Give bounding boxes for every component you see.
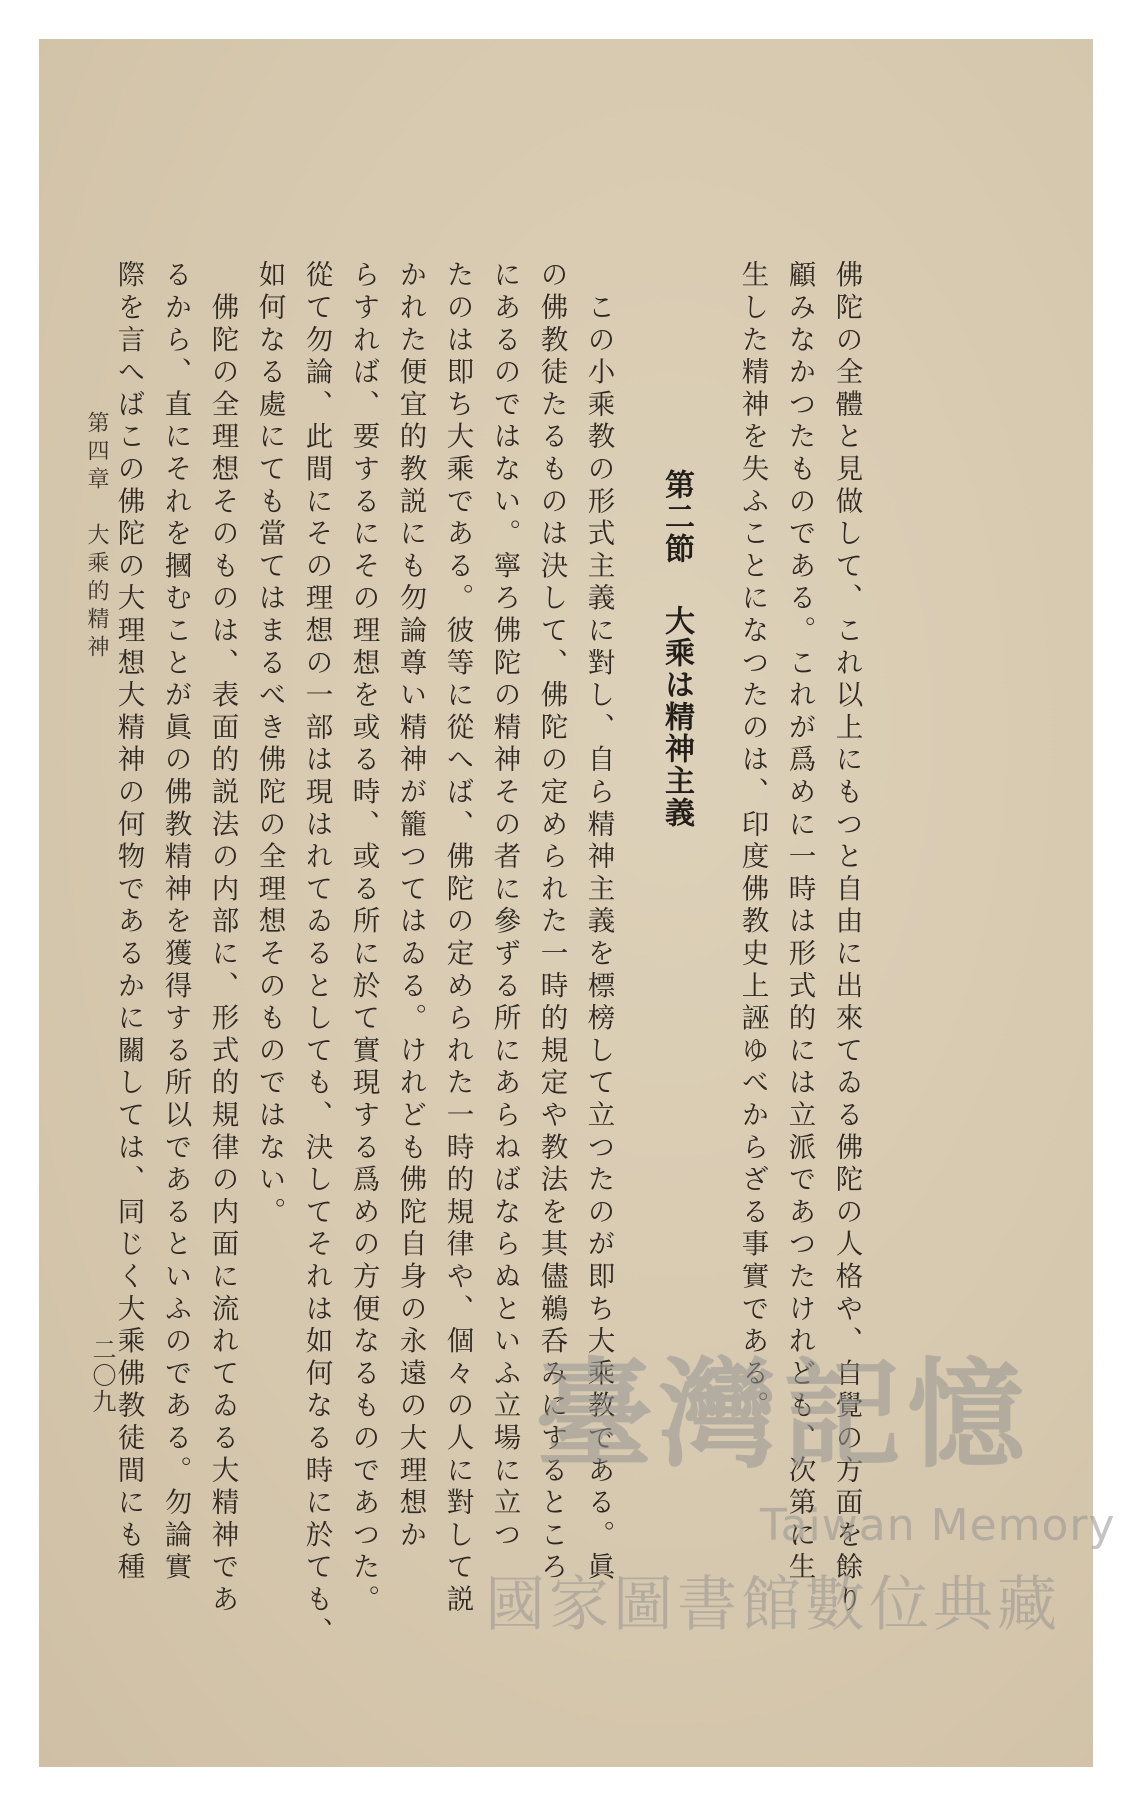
text-line: らすれば、要するにその理想を或る時、或る所に於て實現する爲めの方便なるものであつた。	[347, 260, 380, 1617]
watermark-library: 國家圖書館數位典藏	[485, 1570, 1061, 1640]
text-line: 生した精神を失ふことになつたのは、印度佛教史上誣ゆべからざる事實である。	[736, 260, 769, 1423]
text-line: 佛陀の全理想そのものは、表面的説法の内部に、形式的規律の内面に流れてゐる大精神であ	[206, 260, 239, 1617]
watermark-english: Taiwan Memory	[760, 1500, 1116, 1551]
section-heading	[659, 469, 694, 829]
watermark-logo-text: 臺灣記憶	[535, 1345, 1032, 1484]
page-number: 二〇九	[88, 1337, 116, 1415]
text-line: かれた便宜的教説にも勿論尊い精神が籠つてはゐる。けれども佛陀自身の永遠の大理想か	[394, 260, 427, 1552]
text-line: にあるのではない。寧ろ佛陀の精神その者に參ずる所にあらねばならぬといふ立場に立つ	[488, 260, 521, 1552]
running-head: 第四章 大乘的精神	[84, 411, 109, 663]
text-line: 如何なる處にても當てはまるべき佛陀の全理想そのものではない。	[253, 260, 286, 1229]
text-line: るから、直にそれを摑むことが眞の佛教精神を獲得する所以であるといふのである。勿論實	[159, 260, 192, 1585]
text-line: 佛陀の全體と見做して、これ以上にもつと自由に出來てゐる佛陀の人格や、自覺の方面を餘り	[830, 260, 863, 1617]
section-heading-number: 第二節	[659, 469, 694, 565]
text-line: の佛教徒たるものは決して、佛陀の定められた一時的規定や教法を其儘鵜呑みにするところ	[535, 260, 568, 1585]
text-line: 從て勿論、此間にその理想の一部は現はれてゐるとしても、決してそれは如何なる時に於ても、	[300, 260, 333, 1649]
text-line: 顧みなかつたものである。これが爲めに一時は形式的には立派であつたけれども、次第に生	[783, 260, 816, 1585]
text-line: たのは即ち大乘である。彼等に從へば、佛陀の定められた一時的規律や、個々の人に對して説	[441, 260, 474, 1617]
text-line: 際を言へばこの佛陀の大理想大精神の何物であるかに關しては、同じく大乘佛教徒間にも種	[112, 260, 145, 1585]
section-heading-title: 大乘は精神主義	[659, 605, 694, 829]
text-line: この小乘教の形式主義に對し、自ら精神主義を標榜して立つたのが即ち大乘教である。眞	[582, 260, 615, 1585]
